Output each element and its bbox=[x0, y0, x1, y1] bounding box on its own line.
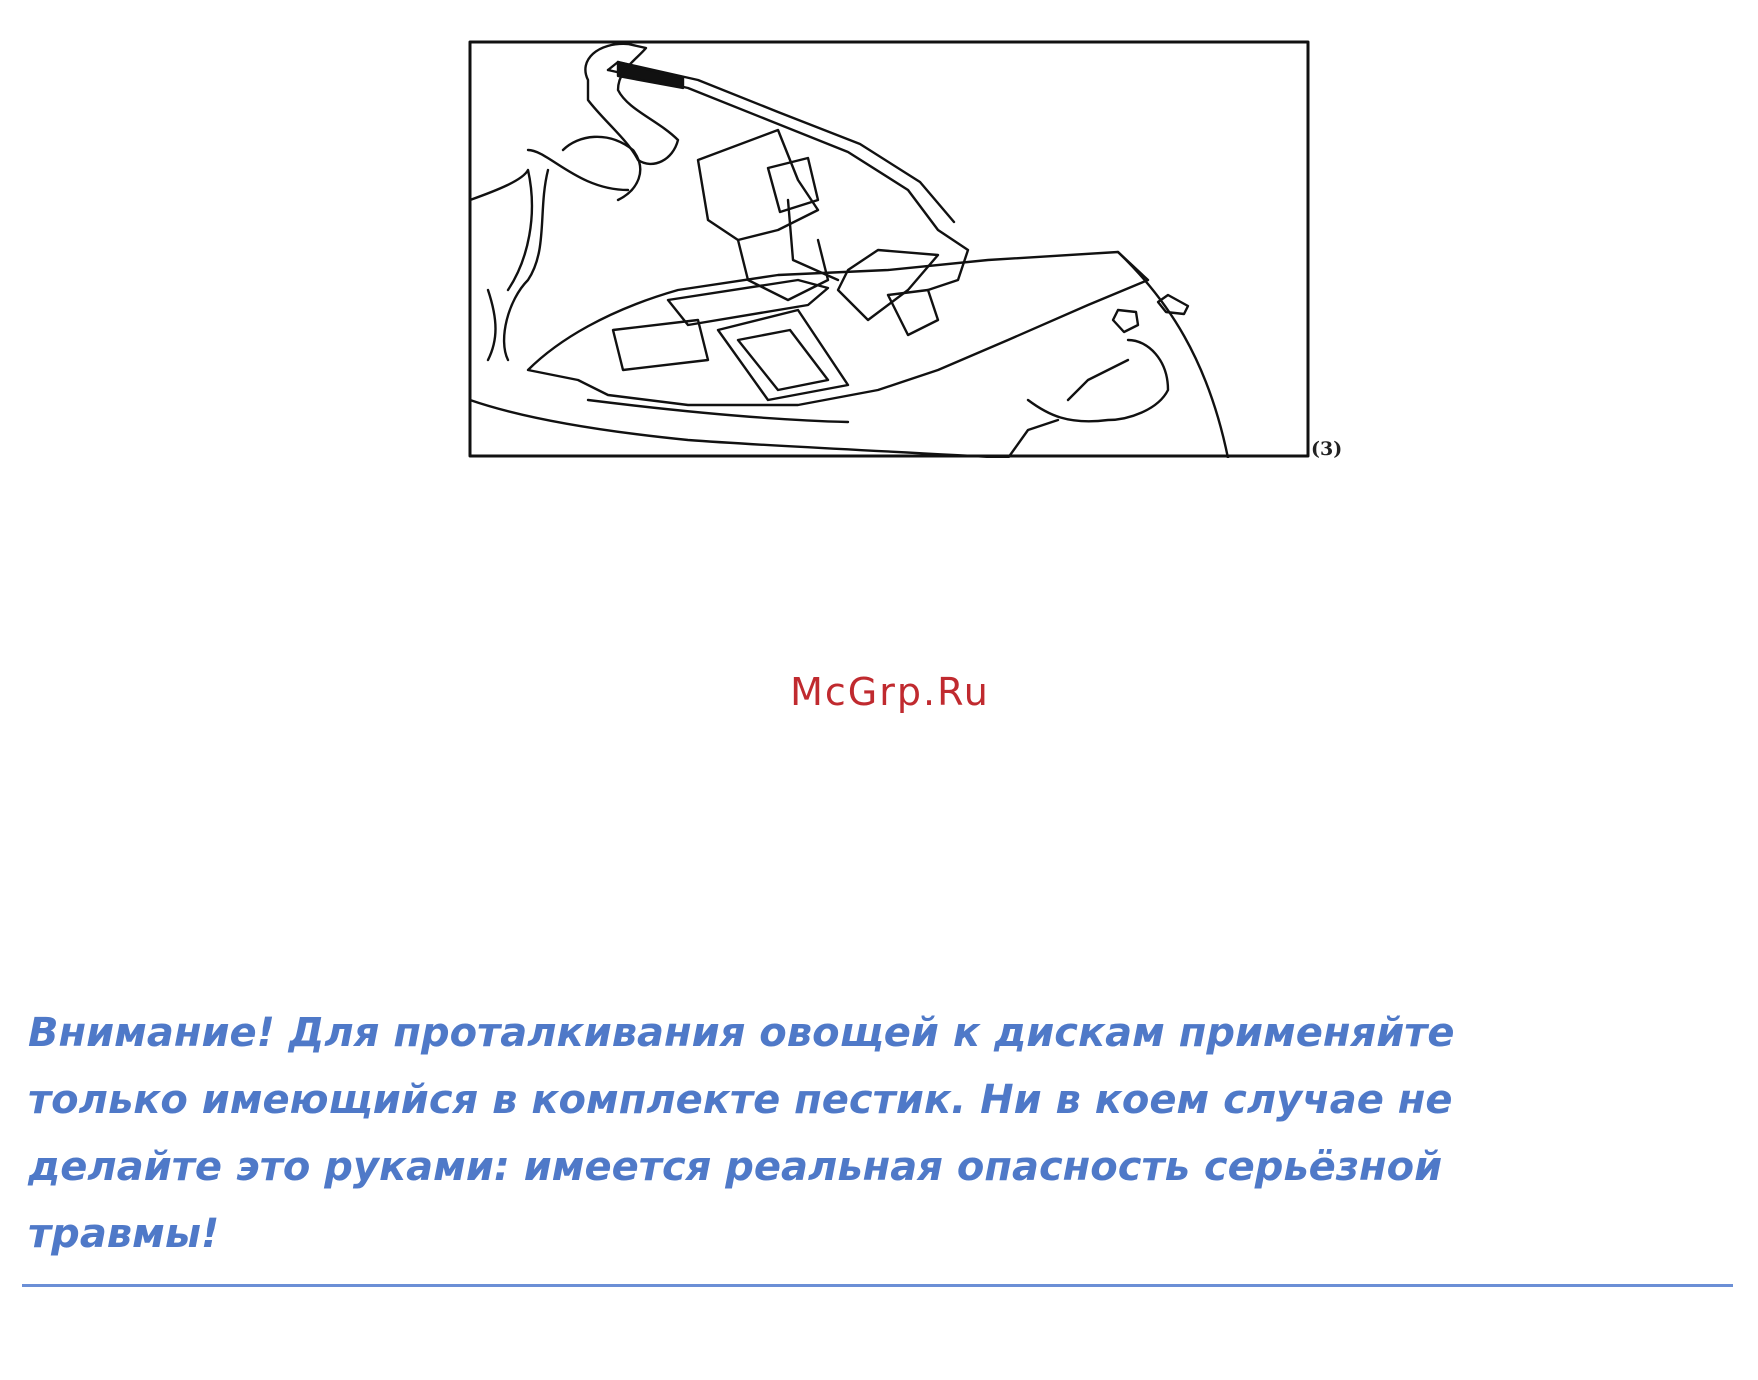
warning-line: Внимание! Для проталкивания овощей к дискам применяйте bbox=[28, 1010, 1455, 1056]
watermark-text: McGrp.Ru bbox=[790, 670, 990, 714]
hand-pushing-vegetables-illustration bbox=[468, 40, 1310, 458]
warning-paragraph bbox=[28, 1000, 1668, 1268]
warning-line: только имеющийся в комплекте пестик. Ни в коем случае не bbox=[28, 1077, 1453, 1123]
illustration-frame bbox=[468, 40, 1310, 458]
figure-number-label: (3) bbox=[1311, 438, 1343, 460]
warning-line: делайте это руками: имеется реальная опасность серьёзной bbox=[28, 1144, 1443, 1190]
section-divider bbox=[22, 1284, 1733, 1287]
warning-line: травмы! bbox=[28, 1211, 220, 1257]
